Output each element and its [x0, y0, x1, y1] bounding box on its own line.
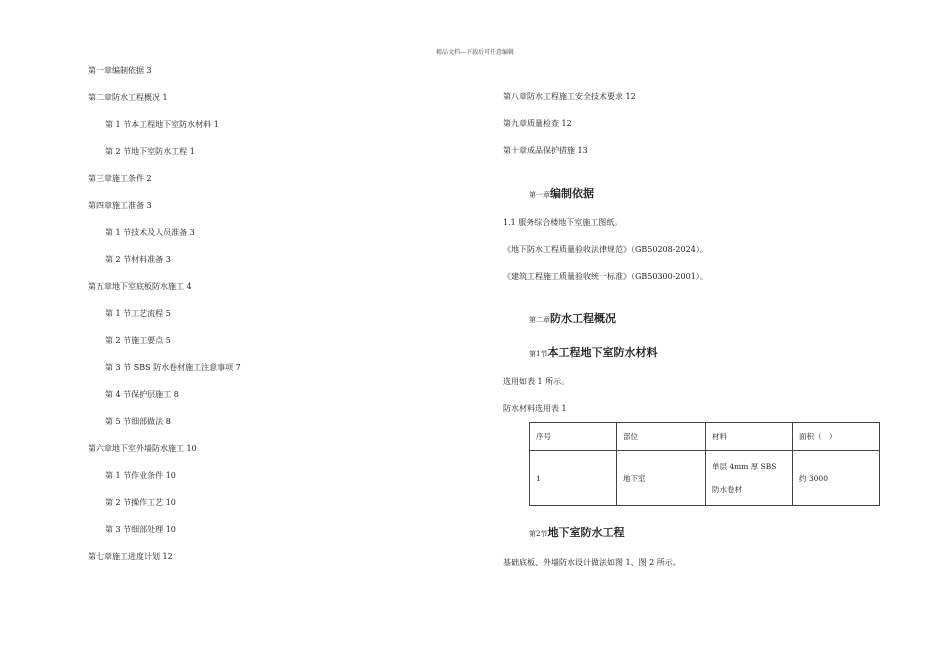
table-cell-part: 地下室 [617, 451, 706, 506]
toc-item[interactable]: 第 2 节材料准备 3 [105, 255, 171, 264]
toc-item[interactable]: 第七章施工进度计划 12 [88, 552, 173, 561]
material-line: 单层 4mm 厚 SBS [712, 462, 777, 471]
chapter-prefix: 第一章 [529, 191, 550, 199]
toc-item[interactable]: 第 2 节施工要点 5 [105, 336, 171, 345]
page-header: 精品文档---下载后可任意编辑 [435, 49, 515, 56]
table-header-cell: 材料 [706, 423, 793, 451]
table-caption: 防水材料选用表 1 [503, 404, 567, 413]
toc-item[interactable]: 第 3 节 SBS 防水卷材施工注意事项 7 [105, 363, 241, 372]
chapter-prefix: 第二章 [529, 316, 550, 324]
table-header-cell: 面积（ ） [793, 423, 880, 451]
table-header-row [530, 423, 880, 451]
toc-item[interactable]: 第 1 节本工程地下室防水材料 1 [105, 120, 219, 129]
table-row [530, 451, 880, 506]
toc-item[interactable]: 第 1 节技术及人员准备 3 [105, 228, 195, 237]
toc-item[interactable]: 第 2 节地下室防水工程 1 [105, 147, 195, 156]
section-title: 地下室防水工程 [547, 526, 625, 539]
section-prefix: 第2节 [529, 530, 548, 538]
toc-item[interactable]: 第五章地下室底板防水施工 4 [88, 282, 192, 291]
basis-item: 1.1 服务综合楼地下室施工图纸。 [503, 218, 623, 227]
section-prefix: 第1节 [529, 350, 548, 358]
toc-item[interactable]: 第六章地下室外墙防水施工 10 [88, 444, 197, 453]
toc-item[interactable]: 第 3 节细部处理 10 [105, 525, 176, 534]
toc-item[interactable]: 第九章质量检查 12 [503, 119, 572, 128]
material-line: 防水卷材 [712, 485, 742, 494]
toc-item[interactable]: 第 5 节细部做法 8 [105, 417, 171, 426]
table-cell-material [706, 451, 793, 506]
toc-item[interactable]: 第一章编制依据 3 [88, 66, 152, 75]
toc-item[interactable]: 第四章施工准备 3 [88, 201, 152, 210]
toc-item[interactable]: 第 4 节保护层施工 8 [105, 390, 179, 399]
toc-item[interactable]: 第八章防水工程施工安全技术要求 12 [503, 92, 636, 101]
section-title: 本工程地下室防水材料 [547, 346, 658, 359]
toc-item[interactable]: 第 1 节作业条件 10 [105, 471, 176, 480]
chapter-2-heading [529, 307, 616, 326]
toc-item[interactable]: 第 2 节操作工艺 10 [105, 498, 176, 507]
table-cell-area: 约 3000 [793, 451, 880, 506]
section-2-heading [529, 521, 624, 540]
table-header-cell: 部位 [617, 423, 706, 451]
chapter-1-heading [529, 182, 594, 201]
materials-table [529, 422, 880, 506]
section-text: 基础底板、外墙防水设计做法如图 1、图 2 所示。 [503, 558, 681, 567]
section-1-heading [529, 341, 657, 360]
chapter-title: 编制依据 [550, 187, 594, 200]
toc-item[interactable]: 第三章施工条件 2 [88, 174, 152, 183]
section-intro: 选用如表 1 所示。 [503, 377, 570, 386]
chapter-title: 防水工程概况 [550, 312, 616, 325]
table-cell-no: 1 [530, 451, 617, 506]
basis-item: 《建筑工程施工质量验收统一标准》（GB50300-2001）。 [503, 272, 708, 281]
toc-item[interactable]: 第 1 节工艺流程 5 [105, 309, 171, 318]
basis-item: 《地下防水工程质量验收法律规范》（GB50208-2024）。 [503, 245, 708, 254]
toc-item[interactable]: 第二章防水工程概况 1 [88, 93, 168, 102]
toc-item[interactable]: 第十章成品保护措施 13 [503, 146, 588, 155]
table-header-cell: 序号 [530, 423, 617, 451]
